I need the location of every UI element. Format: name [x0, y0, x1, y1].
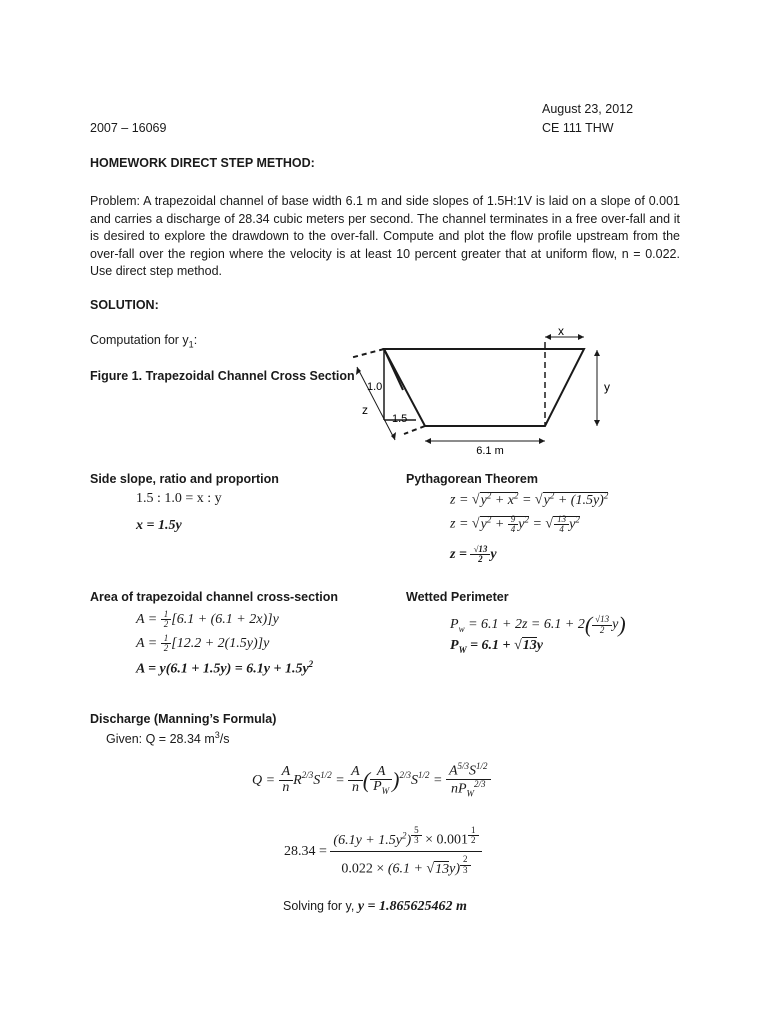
area-eq2: A = $\frac{1}{2}$ [12.2 + 2(1.5y)]y: [136, 633, 270, 654]
trapezoid-figure: [340, 320, 620, 460]
channel-trapezoid: [384, 349, 584, 426]
wetted-result: $P_W = 6.1 + √13y$: [450, 638, 543, 655]
solution-heading: SOLUTION:: [90, 298, 159, 312]
problem-statement: Problem: A trapezoidal channel of base width 6.1 m and side slopes of 1.5H:1V is laid on a slope of 0.001 and carries a discharge of 28.34 cubic meters per second. The channel terminates in a free over-fall and it is desired to explore the drawdown to the over-fall. Compute and plot the flow profile upstream from the over-fall over the region where the velocity is at least 10 percent greater that at uniform flow, n = 0.022. Use direct step method.: [90, 194, 680, 278]
label-z: z: [362, 403, 368, 417]
side-slope-ratio: 1.5 : 1.0 = x : y: [136, 491, 222, 506]
label-x: x: [558, 324, 564, 338]
area-eq1: A = $\frac{1}{2}$ [6.1 + (6.1 + 2x)]y: [136, 609, 279, 630]
slope-hypotenuse: [384, 349, 403, 390]
side-slope-heading: Side slope, ratio and proportion: [90, 472, 279, 486]
label-base-width: 6.1 m: [476, 445, 504, 457]
discharge-heading: Discharge (Manning’s Formula): [90, 712, 277, 726]
side-slope-result: x = 1.5y: [136, 518, 182, 533]
computation-label: Computation for $y_1$:: [90, 333, 198, 350]
z-dash-bottom: [404, 426, 425, 434]
z-dash-top: [350, 349, 384, 358]
label-1-0: 1.0: [367, 381, 383, 393]
student-number: 2007 – 16069: [90, 121, 167, 135]
figure-caption: Figure 1. Trapezoidal Channel Cross Section: [90, 369, 355, 383]
label-y: y: [604, 380, 610, 394]
pythagorean-heading: Pythagorean Theorem: [406, 472, 538, 486]
date: August 23, 2012: [542, 102, 634, 116]
manning-formula: Q = $\frac{A}{n}$ $R^{2/3}S^{1/2}$ = $\frac{A}{n}$ ( $\frac{A}{P_W}$ )$^{2/3}S^{1/2}$ = $\frac{A^{5/3}S^{1/2}}{nP_W^{2/3}}$: [252, 762, 491, 799]
area-result: $A = y(6.1 + 1.5y) = 6.1y + 1.5y^2$: [136, 659, 314, 677]
label-1-5: 1.5: [392, 413, 408, 425]
course-code: CE 111 THW: [542, 121, 614, 135]
pythagorean-result: z = $\frac{√13}{2}$ y: [450, 544, 497, 565]
solving-line: Solving for y, y = 1.865625462 m: [283, 899, 467, 914]
pythagorean-eq2: $z = √y^2$ + $\frac{9}{4}$ $y^2$ = √ $\frac{13}{4}$ $y^2$: [450, 513, 580, 534]
area-heading: Area of trapezoidal channel cross-section: [90, 590, 338, 604]
wetted-eq1: $P_w = 6.1 + 2z = 6.1 + 2$( $\frac{√13}{2}$ y): [450, 612, 626, 637]
pythagorean-eq1: $z = √y^2 + x^2 = √y^2 + (1.5y)^2$: [450, 490, 609, 508]
given-discharge: Given: Q = 28.34 $m^3/s$: [106, 730, 230, 747]
document-title: HOMEWORK DIRECT STEP METHOD:: [90, 156, 315, 170]
solving-value: y = 1.865625462 m: [357, 899, 467, 914]
manning-substituted: 28.34 = $(6.1y + 1.5y^2)$ $^{\frac{5}{3}}$ × 0.001 $^{\frac{1}{2}}$ 0.022 × (6.1 + √13y) $^{\frac{2}{3}}$: [284, 826, 482, 878]
wetted-heading: Wetted Perimeter: [406, 590, 509, 604]
